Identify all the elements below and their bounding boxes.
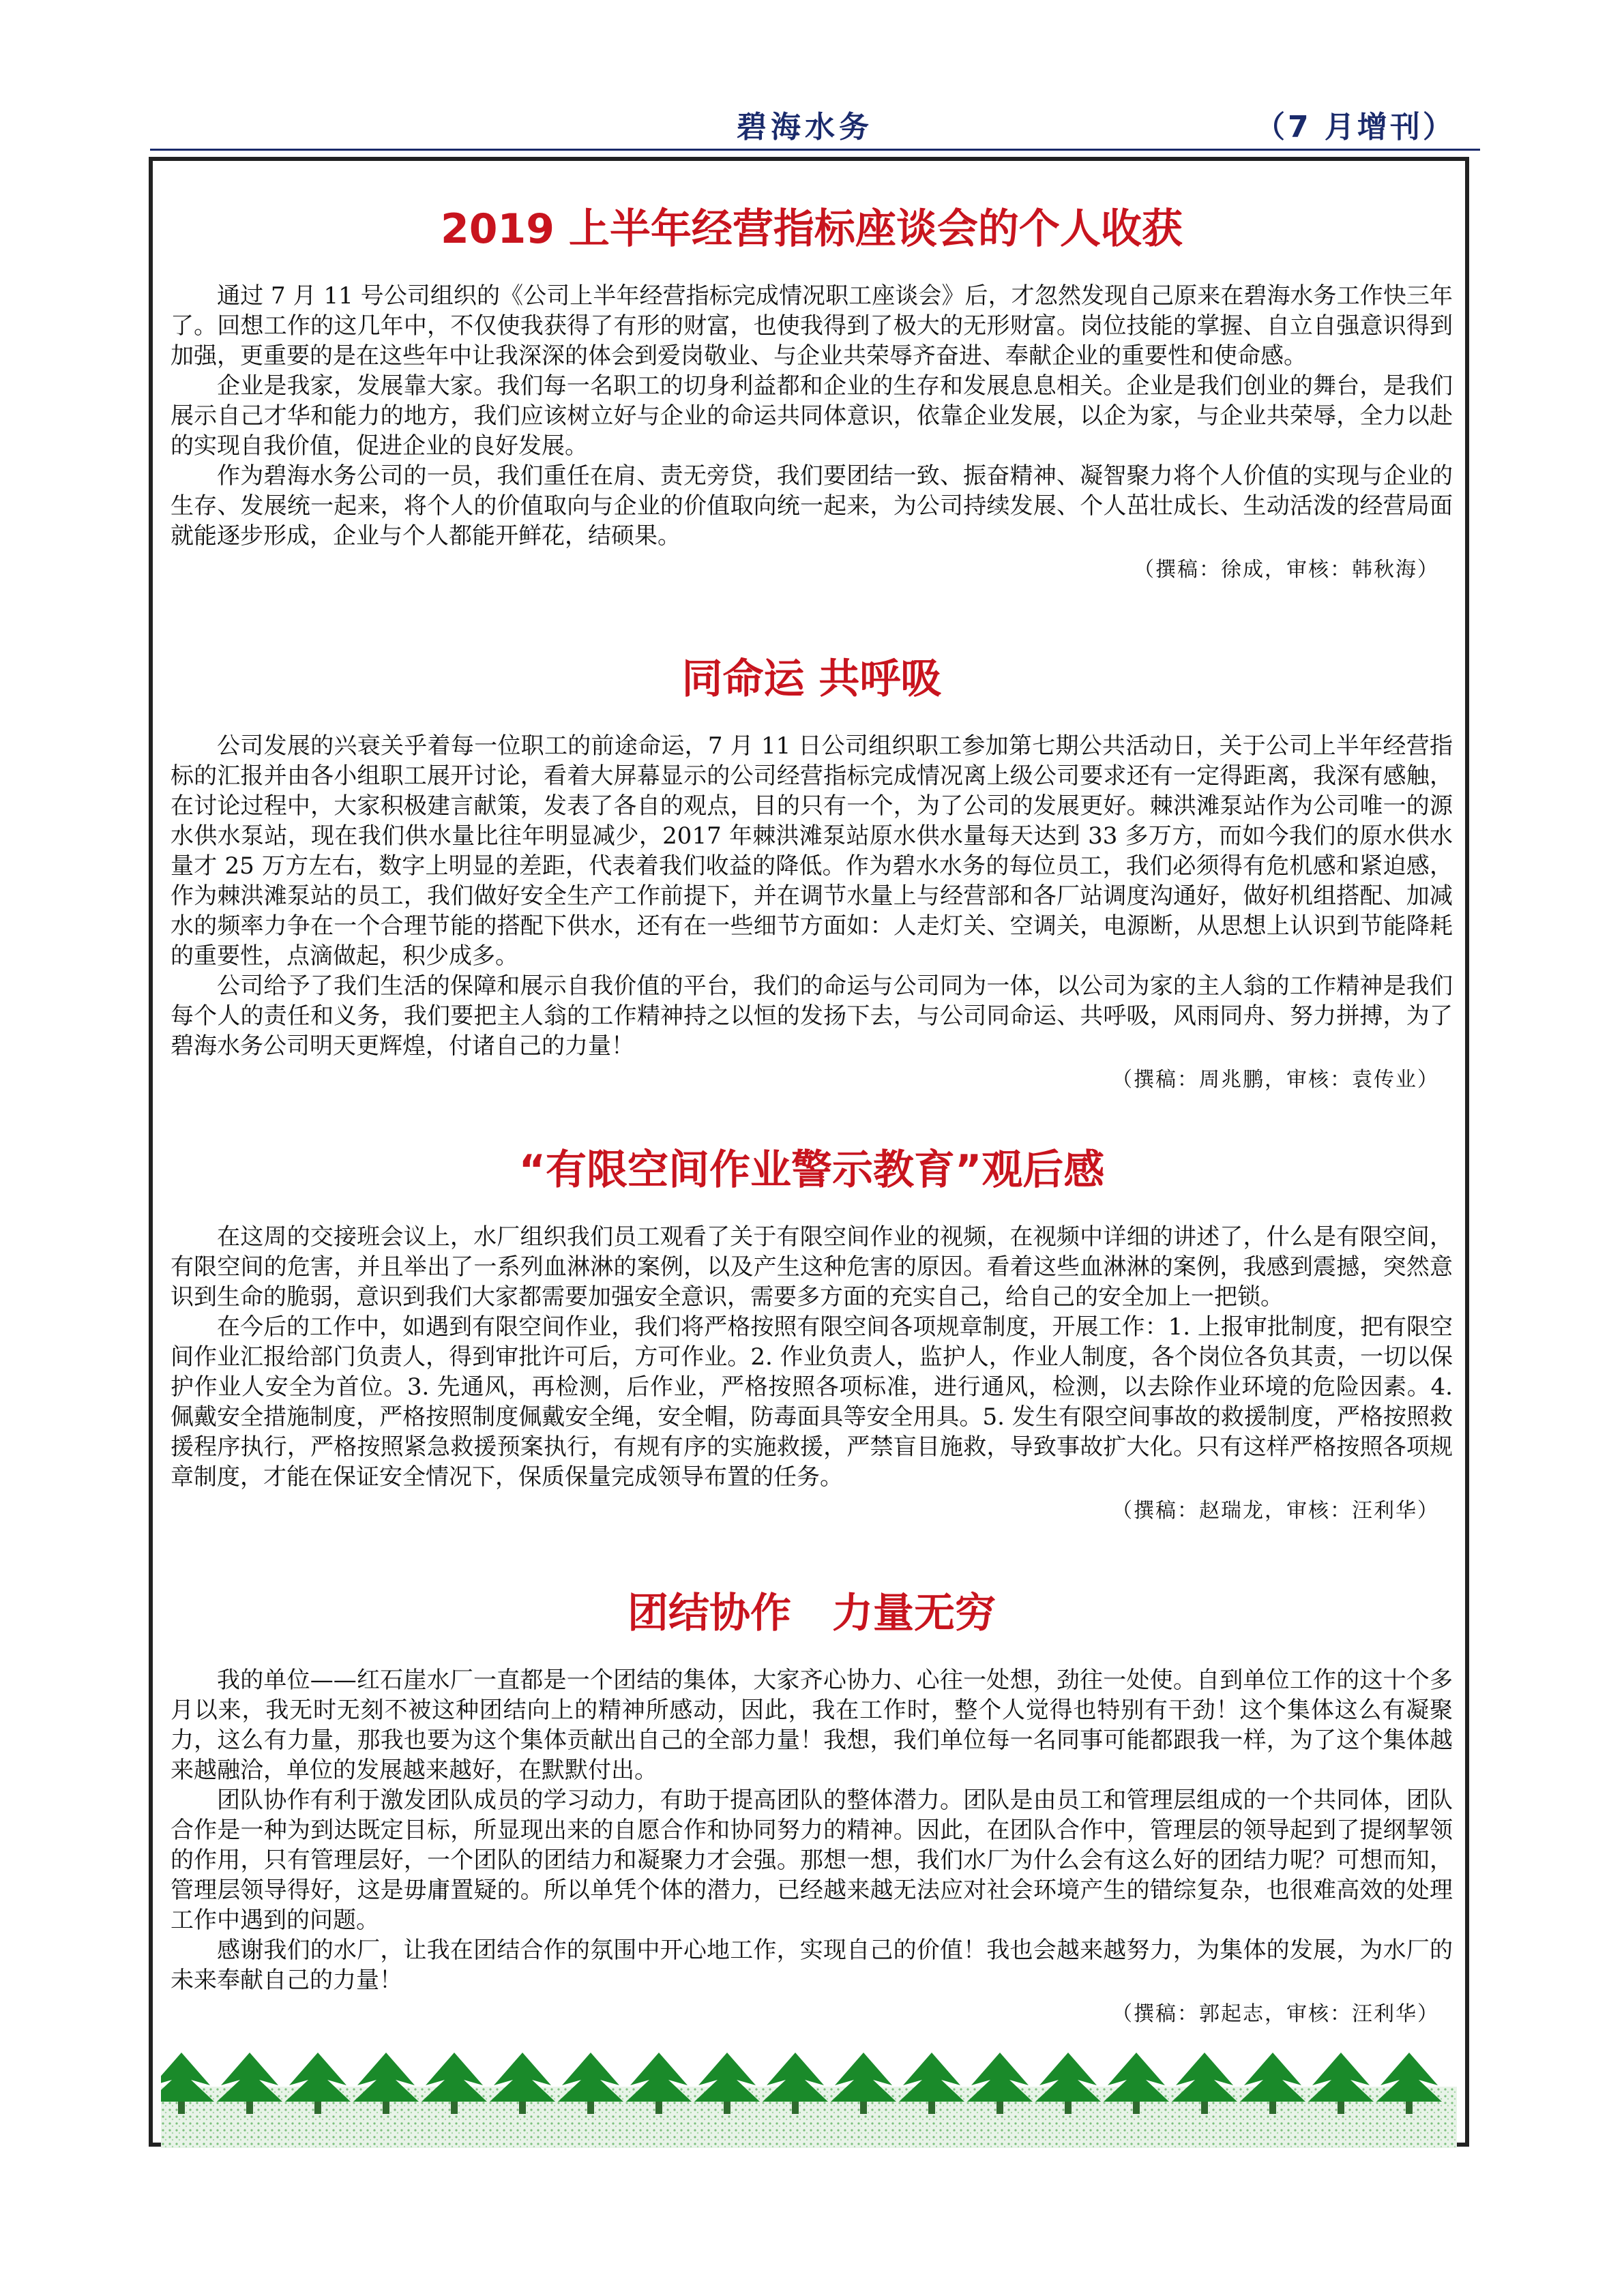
article-title: 2019 上半年经营指标座谈会的个人收获 [441,205,1183,253]
tree-trunk [792,2102,799,2114]
tree-trunk [383,2102,389,2114]
paragraph: 感谢我们的水厂，让我在团结合作的氛围中开心地工作，实现自己的价值！我也会越来越努力，为集体的发展，为水厂的未来奉献自己的力量！ [171,1937,1453,1994]
pine-tree-icon [490,2053,555,2102]
tree-trunk [1201,2102,1208,2114]
paragraph: 团队协作有利于激发团队成员的学习动力，有助于提高团队的整体潜力。团队是由员工和管理层组成的一个共同体，团队合作是一种为到达既定目标，所显现出来的自愿合作和协同努力的精神。因此，在团队合作中，管理层的领导起到了提纲挈领的作用，只有管理层好，一个团队的团结力和凝聚力才会强。那想一想，我们水厂为什么会有这么好的团结力呢？可想而知，管理层领导得好，这是毋庸置疑的。所以单凭个体的潜力，已经越来越无法应对社会环境产生的错综复杂，也很难高效的处理工作中遇到的问题。 [171,1787,1453,1934]
tree-trunk [724,2102,730,2114]
pine-tree-icon [1376,2053,1442,2102]
tree-trunk [1406,2102,1413,2114]
paragraph: 通过 7 月 11 号公司组织的《公司上半年经营指标完成情况职工座谈会》后，才忽然发现自己原来在碧海水务工作快三年了。回想工作的这几年中，不仅使我获得了有形的财富，也使我得到了极大的无形财富。岗位技能的掌握、自立自强意识得到加强，更重要的是在这些年中让我深深的体会到爱岗敬业、与企业共荣辱齐奋进、奉献企业的重要性和使命感。 [171,282,1453,370]
byline: （撰稿：徐成，审核：韩秋海） [1134,558,1439,582]
tree-trunk [587,2102,594,2114]
pine-tree-icon [899,2053,964,2102]
pine-tree-icon [217,2053,282,2102]
pine-tree-icon [1035,2053,1101,2102]
pine-tree-icon [558,2053,623,2102]
tree-trunk [246,2102,253,2114]
article-title: 同命运 共呼吸 [681,655,942,703]
article-shared-destiny [171,655,1453,1095]
pine-tree-icon [285,2053,351,2102]
tree-trunk [655,2102,662,2114]
byline: （撰稿：郭起志，审核：汪利华） [1112,2002,1439,2026]
paragraph: 作为碧海水务公司的一员，我们重任在肩、责无旁贷，我们要团结一致、振奋精神、凝智聚力将个人价值的实现与企业的生存、发展统一起来，将个人的价值取向与企业的价值取向统一起来，为公司持续发展、个人茁壮成长、生动活泼的经营局面就能逐步形成，企业与个人都能开鲜花，结硕果。 [171,462,1453,550]
pine-tree-icon [422,2053,487,2102]
header-rule [150,149,1480,151]
pine-tree-icon [353,2053,419,2102]
pine-tree-icon [626,2053,692,2102]
tree-trunk [860,2102,867,2114]
byline: （撰稿：赵瑞龙，审核：汪利华） [1112,1499,1439,1523]
paragraph: 公司给予了我们生活的保障和展示自我价值的平台，我们的命运与公司同为一体，以公司为家的主人翁的工作精神是我们每个人的责任和义务，我们要把主人翁的工作精神持之以恒的发扬下去，与公司同命运、共呼吸，风雨同舟、努力拼搏，为了碧海水务公司明天更辉煌，付诸自己的力量！ [171,972,1453,1060]
pine-tree-icon [1308,2053,1374,2102]
issue-label: （7 月增刊） [1255,110,1456,145]
article-title: “有限空间作业警示教育”观后感 [518,1146,1105,1194]
article-annual-meeting [171,205,1453,585]
publication-title: 碧海水务 [737,110,873,145]
tree-trunk [178,2102,185,2114]
paragraph: 我的单位——红石崖水厂一直都是一个团结的集体，大家齐心协力、心往一处想，劲往一处使。自到单位工作的这十个多月以来，我无时无刻不被这种团结向上的精神所感动，因此，我在工作时，整个人觉得也特别有干劲！这个集体这么有凝聚力，这么有力量，那我也要为这个集体贡献出自己的全部力量！我想，我们单位每一名同事可能都跟我一样，为了这个集体越来越融洽，单位的发展越来越好，在默默付出。 [171,1667,1453,1784]
tree-trunk [1133,2102,1140,2114]
byline: （撰稿：周兆鹏，审核：袁传业） [1112,1068,1439,1092]
pine-tree-icon [1104,2053,1169,2102]
pine-tree-icon [161,2053,214,2102]
tree-trunk [314,2102,321,2114]
tree-trunk [1338,2102,1344,2114]
pine-tree-icon [1172,2053,1237,2102]
tree-trunk [928,2102,935,2114]
tree-trunk [451,2102,458,2114]
paragraph: 企业是我家，发展靠大家。我们每一名职工的切身利益都和企业的生存和发展息息相关。企业是我们创业的舞台，是我们展示自己才华和能力的地方，我们应该树立好与企业的命运共同体意识，依靠企业发展，以企为家，与企业共荣辱，全力以赴的实现自我价值，促进企业的良好发展。 [171,372,1453,460]
paragraph: 在今后的工作中，如遇到有限空间作业，我们将严格按照有限空间各项规章制度，开展工作：1. 上报审批制度，把有限空间作业汇报给部门负责人，得到审批许可后，方可作业。2. 作业负责人，监护人，作业人制度，各个岗位各负其责，一切以保护作业人安全为首位。3. 先通风，再检测，后作业，严格按照各项标准，进行通风，检测，以去除作业环境的危险因素。4. 佩戴安全措施制度，严格按照制度佩戴安全绳，安全帽，防毒面具等安全用具。5. 发生有限空间事故的救援制度，严格按照救援程序执行，严格按照紧急救援预案执行，有规有序的实施救援，严禁盲目施救，导致事故扩大化。只有这样严格按照各项规章制度，才能在保证安全情况下，保质保量完成领导布置的任务。 [171,1313,1453,1491]
tree-trunk [519,2102,526,2114]
article-title: 团结协作 力量无穷 [628,1590,996,1637]
pine-tree-icon [763,2053,828,2102]
pine-tree-icon [831,2053,896,2102]
pine-tree-icon [967,2053,1033,2102]
paragraph: 公司发展的兴衰关乎着每一位职工的前途命运，7 月 11 日公司组织职工参加第七期公共活动日，关于公司上半年经营指标的汇报并由各小组职工展开讨论，看着大屏幕显示的公司经营指标完成情况离上级公司要求还有一定得距离，我深有感触，在讨论过程中，大家积极建言献策，发表了各自的观点，目的只有一个，为了公司的发展更好。棘洪滩泵站作为公司唯一的源水供水泵站，现在我们供水量比往年明显减少，2017 年棘洪滩泵站原水供水量每天达到 33 多万方，而如今我们的原水供水量才 25 万方左右，数字上明显的差距，代表着我们收益的降低。作为碧水水务的每位员工，我们必须得有危机感和紧迫感，作为棘洪滩泵站的员工，我们做好安全生产工作前提下，并在调节水量上与经营部和各厂站调度沟通好，做好机组搭配、加减水的频率力争在一个合理节能的搭配下供水，还有在一些细节方面如：人走灯关、空调关，电源断，从思想上认识到节能降耗的重要性，点滴做起，积少成多。 [171,732,1453,970]
tree-trunk [1065,2102,1072,2114]
article-teamwork [171,1589,1453,2029]
article-confined-space [171,1146,1453,1526]
pine-tree-border-decoration [161,2046,1457,2148]
paragraph: 在这周的交接班会议上，水厂组织我们员工观看了关于有限空间作业的视频，在视频中详细的讲述了，什么是有限空间，有限空间的危害，并且举出了一系列血淋淋的案例，以及产生这种危害的原因。看着这些血淋淋的案例，我感到震撼，突然意识到生命的脆弱，意识到我们大家都需要加强安全意识，需要多方面的充实自己，给自己的安全加上一把锁。 [171,1223,1453,1311]
pine-tree-icon [1240,2053,1305,2102]
tree-trunk [1269,2102,1276,2114]
tree-trunk [996,2102,1003,2114]
pine-tree-icon [694,2053,760,2102]
